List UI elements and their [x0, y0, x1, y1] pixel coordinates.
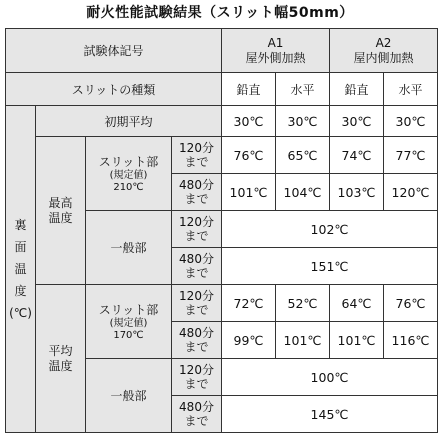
a1-horizontal-header: 水平 [276, 73, 330, 106]
value-cell: 103℃ [330, 174, 384, 211]
duration-cell: 120分 まで [172, 211, 222, 248]
duration-cell: 480分 まで [172, 174, 222, 211]
duration-cell: 120分 まで [172, 137, 222, 174]
value-cell: 120℃ [384, 174, 438, 211]
value-cell: 65℃ [276, 137, 330, 174]
avg-slit-label: スリット部 (規定値) 170℃ [86, 285, 172, 359]
initial-average-label: 初期平均 [36, 106, 222, 137]
max-general-label: 一般部 [86, 211, 172, 285]
value-cell: 101℃ [330, 322, 384, 359]
a2-header [330, 29, 438, 73]
max-slit-label: スリット部 (規定値) 210℃ [86, 137, 172, 211]
fire-test-results-table [5, 28, 438, 433]
initial-a1-vertical: 30℃ [222, 106, 276, 137]
value-cell: 52℃ [276, 285, 330, 322]
avg-general-label: 一般部 [86, 359, 172, 433]
value-cell: 102℃ [222, 211, 438, 248]
value-cell: 101℃ [222, 174, 276, 211]
value-cell: 100℃ [222, 359, 438, 396]
a1-desc: 屋外側加熱 [245, 50, 306, 65]
slit-type-label: スリットの種類 [6, 73, 222, 106]
value-cell: 64℃ [330, 285, 384, 322]
value-cell: 145℃ [222, 396, 438, 433]
avg-slit-spec: (規定値) [109, 318, 148, 329]
max-temp-label: 最高 温度 [36, 137, 86, 285]
table-title: 耐火性能試験結果（スリット幅50mm） [86, 5, 354, 21]
duration-cell: 480分 まで [172, 248, 222, 285]
value-cell: 101℃ [276, 322, 330, 359]
value-cell: 151℃ [222, 248, 438, 285]
avg-temp-label: 平均 温度 [36, 285, 86, 433]
value-cell: 104℃ [276, 174, 330, 211]
value-cell: 74℃ [330, 137, 384, 174]
a2-desc: 屋内側加熱 [353, 50, 414, 65]
value-cell: 99℃ [222, 322, 276, 359]
duration-cell: 120分 まで [172, 359, 222, 396]
max-slit-spec: (規定値) [109, 170, 148, 181]
duration-cell: 480分 まで [172, 322, 222, 359]
value-cell: 77℃ [384, 137, 438, 174]
value-cell: 76℃ [222, 137, 276, 174]
value-cell: 116℃ [384, 322, 438, 359]
a2-horizontal-header: 水平 [384, 73, 438, 106]
a1-vertical-header: 鉛直 [222, 73, 276, 106]
initial-a2-vertical: 30℃ [330, 106, 384, 137]
a1-header [222, 29, 330, 73]
a2-vertical-header: 鉛直 [330, 73, 384, 106]
a2-code: A2 [375, 35, 392, 50]
duration-cell: 480分 まで [172, 396, 222, 433]
value-cell: 72℃ [222, 285, 276, 322]
value-cell: 76℃ [384, 285, 438, 322]
initial-a1-horizontal: 30℃ [276, 106, 330, 137]
initial-a2-horizontal: 30℃ [384, 106, 438, 137]
back-surface-temp-label: 裏 面 温 度 (℃) [6, 106, 36, 433]
specimen-label: 試験体記号 [6, 29, 222, 73]
duration-cell: 120分 まで [172, 285, 222, 322]
a1-code: A1 [267, 35, 284, 50]
